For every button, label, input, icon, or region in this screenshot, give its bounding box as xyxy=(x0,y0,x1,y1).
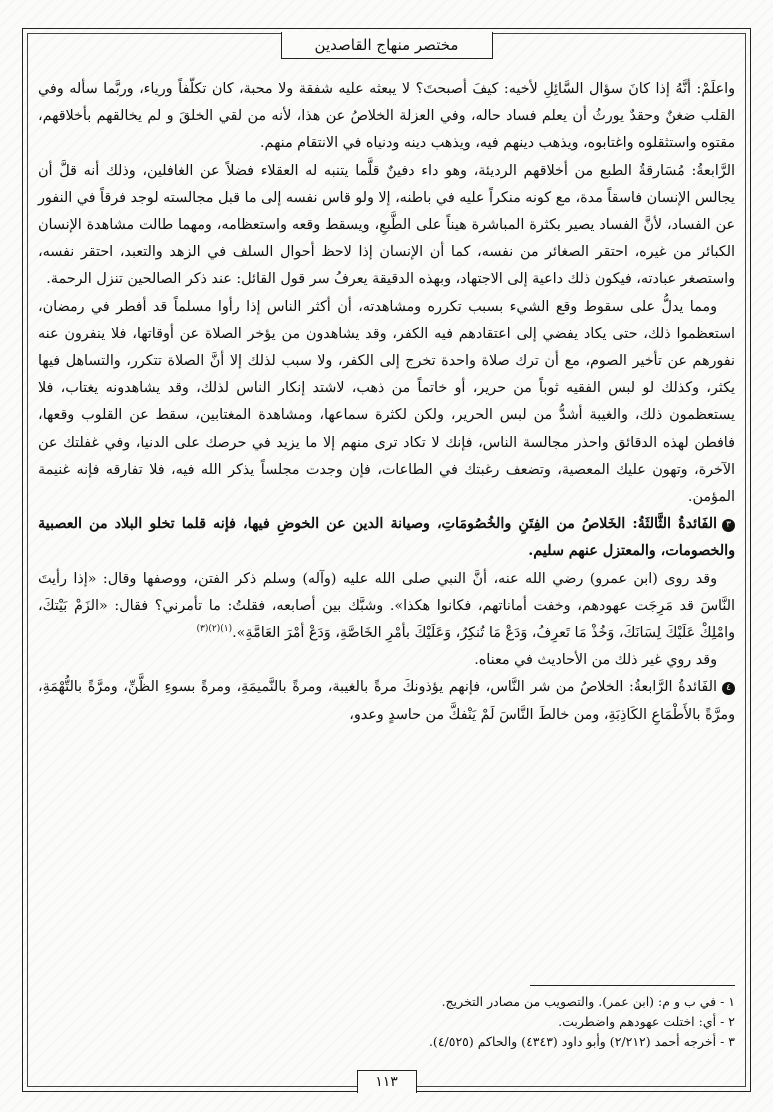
paragraph-6: وقد روي غير ذلك من الأحاديث في معناه. xyxy=(474,652,717,669)
paragraph-3: ومما يدلُّ على سقوط وقع الشيء بسبب تكرره ومشاهدته، أن أكثر الناس إذا رأوا مسلماً قد أفطر في رمضان، استعظموا ذلك، حتى يكاد يفضي إلى اعتقادهم فيه الكفر، وقد يشاهدون من يؤخر الصلاة عن أوقاتها، فلا ينفرون عنه نفورهم عن تأخير الصوم، مع أن ترك صلاة واحدة تخرج إلى الكفر، ولا سبب لذلك إلا أنَّ الصلاة تتكرر، والتساهل فيها يكثر، وكذلك لو لبس الفقيه ثوباً من حرير، أو خاتماً من ذهب، لاشتد إنكار الناس لذلك، وقد يشاهدونه يغتاب، فلا يستعظمون ذلك، والغيبة أشدُّ من لبس الحرير، ولكن لكثرة سماعها، ومشاهدة المغتابين، سقط عن القلوب وقعها، فافطن لهذه الدقائق واحذر مجالسة الناس، فإنك لا تكاد ترى منهم إلا ما يزيد في حرصك على الدنيا، وفي غفلتك عن الآخرة، وتهون عليك المعصية، وتضعف رغبتك في الطاعات، فإن وجدت مجلساً يذكر الله فيه، فلا تفارقه فإنه غنيمة المؤمن. xyxy=(38,298,735,506)
running-header: مختصر منهاج القاصدين xyxy=(281,32,493,59)
paragraph-1: واعلَمْ: أنَّهُ إذا كانَ سؤال السَّائِلِ لأخيه: كيفَ أصبحتَ؟ لا يبعثه عليه شفقة ولا محبة، كان تكلّفاً ورياء، وربَّما سأله وفي القلب ضغنٌ وحقدٌ يورثُ أن يعلم فساد حاله، وفي العزلة الخلاصُ عن هذا، لأنه من لقي الخلقَ و لم يخالقهم بأخلاقهم، مقتوه واستثقلوه واغتابوه، ويذهب دينهم فيه، ويذهب دينه ودنياه في الانتقام منهم. xyxy=(38,81,735,152)
benefit-number-badge: ٣ xyxy=(722,519,735,532)
footnote-ref-3[interactable]: (٣) xyxy=(196,624,209,635)
paragraph-5: وقد روى (ابن عمرو) رضي الله عنه، أنَّ النبي صلى الله عليه (وآله) وسلم ذكر الفتن، ووصفها وقال: «إذا رأيتَ النَّاسَ قد مَرِجَت عهودهم، وخفت أماناتهم، فكانوا هكذا». وشبَّك بين أصابعه، فقلتُ: ما تأمرني؟ فقال: «الزَمْ بَيْتكَ، وامْلِكْ عَلَيْكَ لِسَانَكَ، وَخُذْ مَا تَعرِفُ، وَدَعْ مَا تُنكِرُ، وَعَلَيْكَ بأمْرِ الخَاصَّةِ، وَدَعْ أمْرَ العَامَّةِ». xyxy=(38,570,735,642)
paragraph-4-wrap xyxy=(38,511,735,565)
footnote-3: ٣ - أخرجه أحمد (٢/٢١٢) وأبو داود (٤٣٤٣) والحاكم (٤/٥٢٥). xyxy=(428,1034,735,1049)
footnote-ref-1[interactable]: (١) xyxy=(220,624,233,635)
body-text xyxy=(38,76,735,729)
paragraph-4: الفَائدةُ الثَّالثَةُ: الخَلاصُ من الفِتَنِ والخُصُومَاتِ، وصيانة الدين عن الخوضِ فيها، فإنه قلما تخلو البلاد من العصبية والخصومات، والمعتزل عنهم سليم. xyxy=(38,516,735,560)
paragraph-2: الرَّابعةُ: مُسَارقةُ الطبع من أخلاقهم الرديئة، وهو داء دفينٌ قلَّما يتنبه له العقلاء فضلاً عن الغافلين، وذلك أنه قلَّ أن يجالس الإنسان فاسقاً مدة، مع كونه منكراً عليه في باطنه، إلا ولو قاس نفسه إلى ما قبل مجالسته لوجد فرقاً في النفور عن الفساد، لأنَّ الفساد يصير بكثرة المباشرة هيناً على الطَّبعِ، ويسقط وقعه واستعظامه، ومهما طالت مشاهدة الإنسان الكبائر من غيره، احتقر الصغائر من نفسه، كما أن الإنسان إذا لاحظ أحوال السلف في الزهد والتعبد، احتقر نفسه، واستصغر عبادته، فيكون ذلك داعية إلى الاجتهاد، وبهذه الدقيقة يعرفُ سر قول القائل: عند ذكر الصالحين تنزل الرحمة. xyxy=(38,162,735,288)
footnote-1: ١ - في ب و م: (ابن عمر). والتصويب من مصادر التخريج. xyxy=(441,994,735,1009)
paragraph-7-wrap xyxy=(38,674,735,728)
benefit-number-badge: ٤ xyxy=(722,682,735,695)
paragraph-7: الفَائدةُ الرَّابعةُ: الخلاصُ من شر النَّاس، فإنهم يؤذونكَ مرةً بالغيبة، ومرةً بالنَّميمَةِ، ومرةً بسوءِ الظَّنِّ، ومرَّةً بالتُّهْمَةِ، ومرَّةً بالأَطْمَاعِ الكَاذِبَةِ، ومن خالطَ النَّاسَ لَمْ يَنْفكَّ من حاسدٍ وعدو، xyxy=(38,679,735,723)
paragraph-5-wrap xyxy=(38,566,735,648)
footnote-2: ٢ - أي: اختلت عهودهم واضطربت. xyxy=(558,1014,735,1029)
footnote-ref-2[interactable]: (٢) xyxy=(208,624,221,635)
footnotes xyxy=(38,992,735,1052)
page-number: ١١٣ xyxy=(357,1070,417,1093)
footnote-divider xyxy=(530,985,735,986)
